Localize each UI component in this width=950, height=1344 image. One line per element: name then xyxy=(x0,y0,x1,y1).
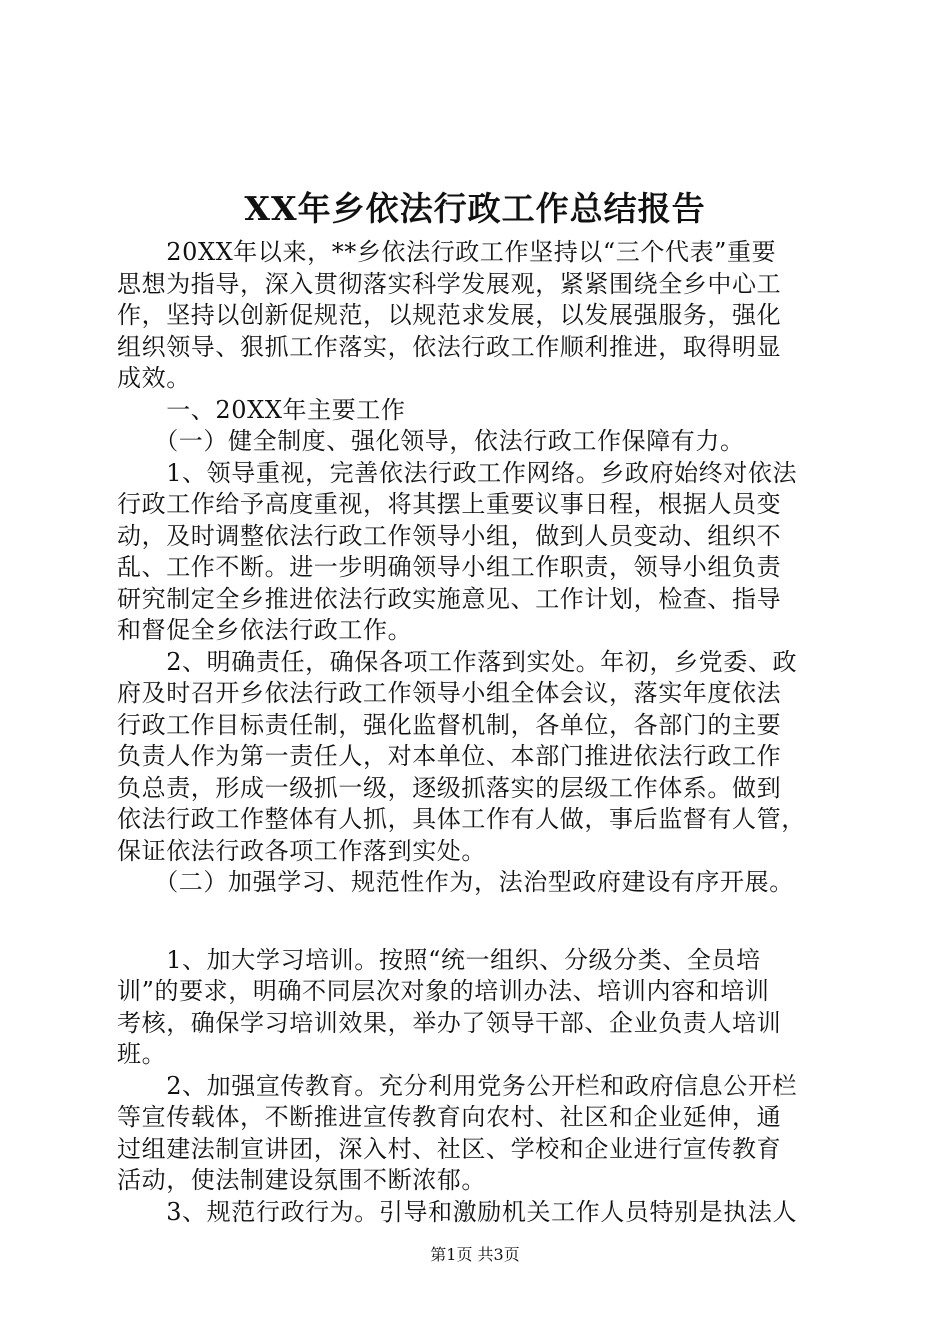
body-line: 活动，使法制建设氛围不断浓郁。 xyxy=(117,1166,486,1194)
body-line: 训”的要求，明确不同层次对象的培训办法、培训内容和培训 xyxy=(117,977,770,1005)
body-line: 行政工作目标责任制，强化监督机制，各单位，各部门的主要 xyxy=(117,710,782,739)
body-line: 成效。 xyxy=(117,364,191,392)
body-line: 3、规范行政行为。引导和激励机关工作人员特别是执法人 xyxy=(117,1197,798,1226)
body-line: 乱、工作不断。进一步明确领导小组工作职责，领导小组负责 xyxy=(117,553,782,581)
body-line: 班。 xyxy=(117,1040,167,1068)
body-line: 研究制定全乡推进依法行政实施意见、工作计划，检查、指导 xyxy=(117,584,782,613)
body-line: 等宣传载体，不断推进宣传教育向农村、社区和企业延伸，通 xyxy=(117,1103,782,1131)
body-line: 20XX年以来，**乡依法行政工作坚持以“三个代表”重要 xyxy=(117,238,777,266)
body-line: 保证依法行政各项工作落到实处。 xyxy=(117,836,486,865)
body-line: 2、明确责任，确保各项工作落到实处。年初，乡党委、政 xyxy=(117,647,798,676)
document-title: XX年乡依法行政工作总结报告 xyxy=(244,189,706,228)
body-line: 行政工作给予高度重视，将其摆上重要议事日程，根据人员变 xyxy=(117,490,782,518)
body-line: 作，坚持以创新促规范，以规范求发展，以发展强服务，强化 xyxy=(117,301,782,329)
subsection-heading: （一）健全制度、强化领导，依法行政工作保障有力。 xyxy=(117,427,745,455)
body-line: 和督促全乡依法行政工作。 xyxy=(117,616,413,644)
body-line: 府及时召开乡依法行政工作领导小组全体会议，落实年度依法 xyxy=(117,679,782,707)
subsection-heading: （二）加强学习、规范性作为，法治型政府建设有序开展。 xyxy=(117,868,794,896)
body-line: 负总责，形成一级抓一级，逐级抓落实的层级工作体系。做到 xyxy=(117,773,782,802)
body-line: 过组建法制宣讲团，深入村、社区、学校和企业进行宣传教育 xyxy=(117,1134,782,1163)
body-line: 2、加强宣传教育。充分利用党务公开栏和政府信息公开栏 xyxy=(117,1071,798,1100)
body-line: 思想为指导，深入贯彻落实科学发展观，紧紧围绕全乡中心工 xyxy=(117,269,782,298)
body-line: 考核，确保学习培训效果，举办了领导干部、企业负责人培训 xyxy=(117,1008,782,1037)
body-line: 1、领导重视，完善依法行政工作网络。乡政府始终对依法 xyxy=(117,458,798,487)
body-line: 1、加大学习培训。按照“统一组织、分级分类、全员培 xyxy=(117,945,761,974)
document-body xyxy=(117,237,837,1228)
body-line: 动，及时调整依法行政工作领导小组，做到人员变动、组织不 xyxy=(117,521,782,550)
body-line: 负责人作为第一责任人，对本单位、本部门推进依法行政工作 xyxy=(117,742,782,770)
page-number-footer: 第1页 共3页 xyxy=(430,1245,520,1264)
paragraph-gap xyxy=(117,899,837,945)
section-heading: 一、20XX年主要工作 xyxy=(117,395,406,424)
body-line: 依法行政工作整体有人抓，具体工作有人做，事后监督有人管， xyxy=(117,805,806,833)
body-line: 组织领导、狠抓工作落实，依法行政工作顺利推进，取得明显 xyxy=(117,332,782,361)
